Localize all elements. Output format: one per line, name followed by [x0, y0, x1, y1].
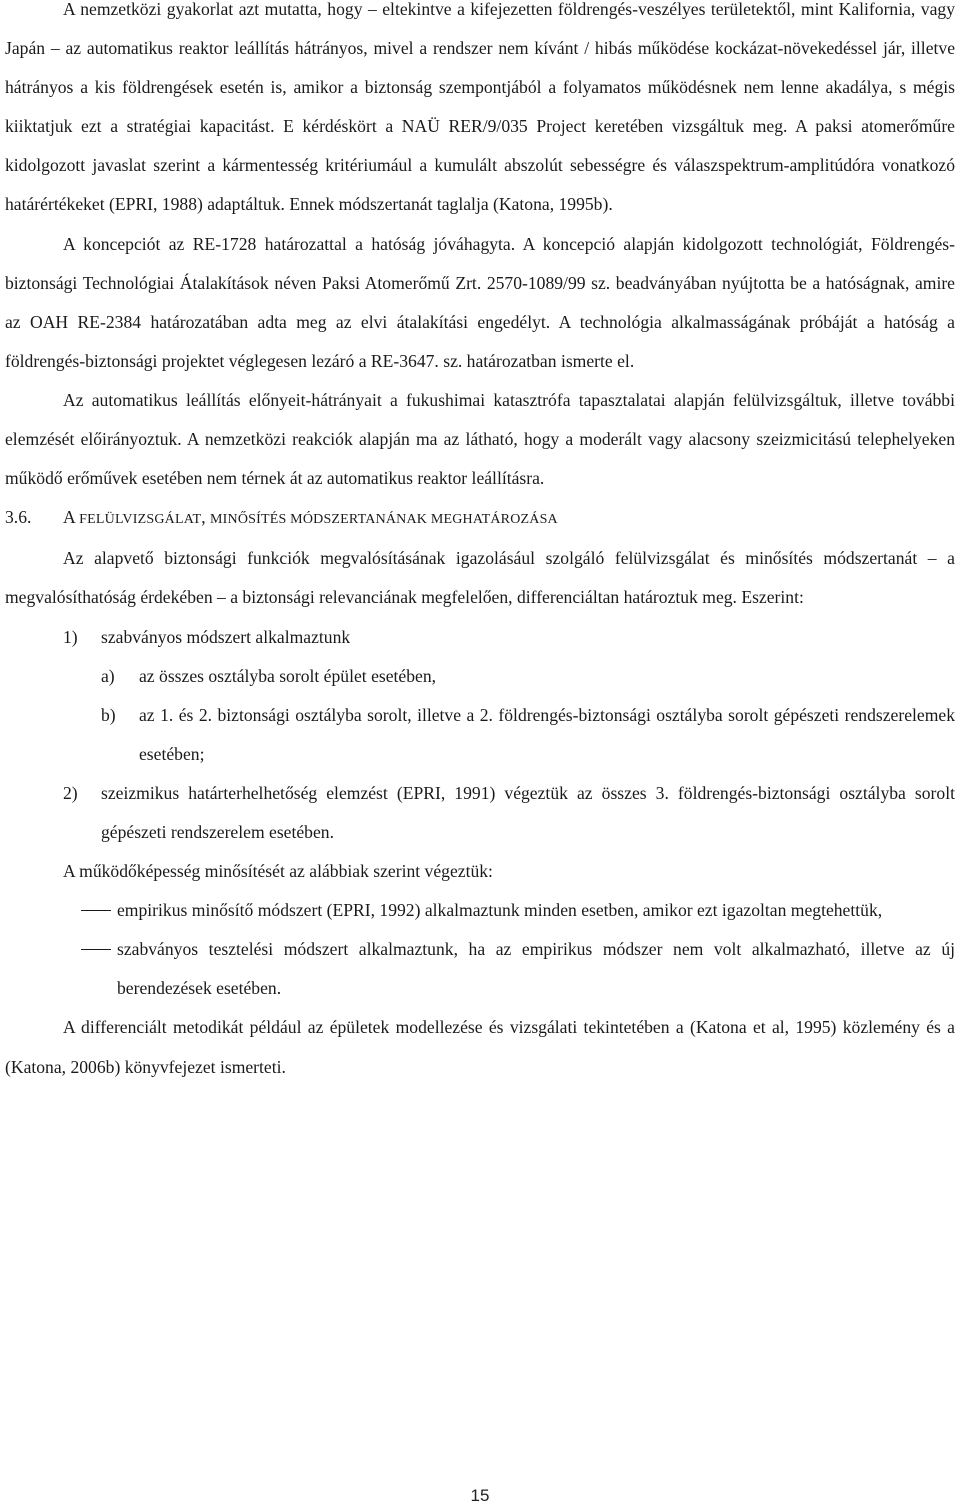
- paragraph-2: A koncepciót az RE-1728 határozattal a hatóság jóváhagyta. A koncepció alapján kidolgozott technológiát, Földrengés-biztonsági Technológiai Átalakítások néven Paksi Atomerőmű Zrt. 2570-1089/99 sz. beadványában nyújtotta be a hatóságnak, amire az OAH RE-2384 határozatában adta meg az elvi átalakítási engedélyt. A technológia alkalmasságának próbáját a hatóság a földrengés-biztonsági projektet véglegesen lezáró a RE-3647. sz. határozatban ismerte el.: [5, 233, 955, 371]
- dash-list-item-1: [5, 891, 955, 930]
- list-item-text: szabványos módszert alkalmaztunk: [101, 626, 351, 647]
- document-page: [5, 0, 955, 1087]
- list-item-text: szeizmikus határterhelhetőség elemzést (EPRI, 1991) végeztük az összes 3. földrengés-biztonsági osztályba sorolt gépészeti rendszerelem esetében.: [101, 782, 955, 842]
- list-item-1: [5, 618, 955, 657]
- section-title-c: ,: [201, 507, 210, 528]
- section-title-a: A: [63, 507, 80, 528]
- list-item-2: [5, 774, 955, 852]
- paragraph-4: Az alapvető biztonsági funkciók megvalósításának igazolásául szolgáló felülvizsgálat és minősítés módszertanát – a megvalósíthatóság érdekében – a biztonsági relevanciának megfelelően, differenciáltan határoztuk meg. Eszerint:: [5, 548, 955, 608]
- section-title-d: MINŐSÍTÉS MÓDSZERTANÁNAK MEGHATÁROZÁSA: [210, 512, 558, 528]
- section-heading: [5, 498, 955, 539]
- list-item-text: az összes osztályba sorolt épület esetében,: [139, 665, 437, 686]
- list-marker: 1): [63, 626, 78, 647]
- list-marker: b): [101, 704, 116, 725]
- qualification-list: [5, 891, 955, 1008]
- paragraph-6: A differenciált metodikát például az épületek modellezése és vizsgálati tekintetében a (Katona et al, 1995) közlemény és a (Katona, 2006b) könyvfejezet ismerteti.: [5, 1017, 955, 1077]
- method-list: [5, 618, 955, 853]
- dash-list-item-2: [5, 930, 955, 1008]
- list-item-text: szabványos tesztelési módszert alkalmaztunk, ha az empirikus módszer nem volt alkalmazható, illetve az új berendezések esetében.: [117, 939, 955, 999]
- page-number: 15: [470, 1486, 490, 1505]
- paragraph-3: Az automatikus leállítás előnyeit-hátrányait a fukushimai katasztrófa tapasztalatai alapján felülvizsgáltuk, illetve további elemzését előirányoztuk. A nemzetközi reakciók alapján ma az látható, hogy a moderált vagy alacsony szeizmicitású telephelyeken működő erőművek esetében nem térnek át az automatikus reaktor leállításra.: [5, 389, 955, 489]
- list-item-text: empirikus minősítő módszert (EPRI, 1992) alkalmaztunk minden esetben, amikor ezt igazoltan megtehettük,: [117, 900, 883, 921]
- list-marker: 2): [63, 782, 78, 803]
- paragraph-5: A működőképesség minősítését az alábbiak szerint végeztük:: [63, 861, 493, 882]
- list-subitem-a: [5, 657, 955, 696]
- list-marker: a): [101, 665, 115, 686]
- paragraph-1: A nemzetközi gyakorlat azt mutatta, hogy – eltekintve a kifejezetten földrengés-veszélyes területektől, mint Kalifornia, vagy Japán – az automatikus reaktor leállítás hátrányos, mivel a rendszer nem kívánt / hibás működése kockázat-növekedéssel jár, illetve hátrányos a kis földrengések esetén is, amikor a biztonság szempontjából a folyamatos működésnek nem lenne akadálya, s mégis kiiktatjuk ezt a stratégiai kapacitást. E kérdéskört a NAÜ RER/9/035 Project keretében vizsgáltuk meg. A paksi atomerőműre kidolgozott javaslat szerint a kármentesség kritériumául a kumulált abszolút sebességre és válaszspektrum-amplitúdóra vonatkozó határértékeket (EPRI, 1988) adaptáltuk. Ennek módszertanát taglalja (Katona, 1995b).: [5, 0, 955, 215]
- list-subitem-b: [5, 696, 955, 774]
- list-item-text: az 1. és 2. biztonsági osztályba sorolt, illetve a 2. földrengés-biztonsági osztályba sorolt gépészeti rendszerelemek esetében;: [139, 704, 955, 764]
- section-number: 3.6.: [5, 507, 32, 528]
- section-title-b: FELÜLVIZSGÁLAT: [79, 512, 202, 528]
- dash-marker: [81, 910, 111, 911]
- dash-marker: [81, 949, 111, 950]
